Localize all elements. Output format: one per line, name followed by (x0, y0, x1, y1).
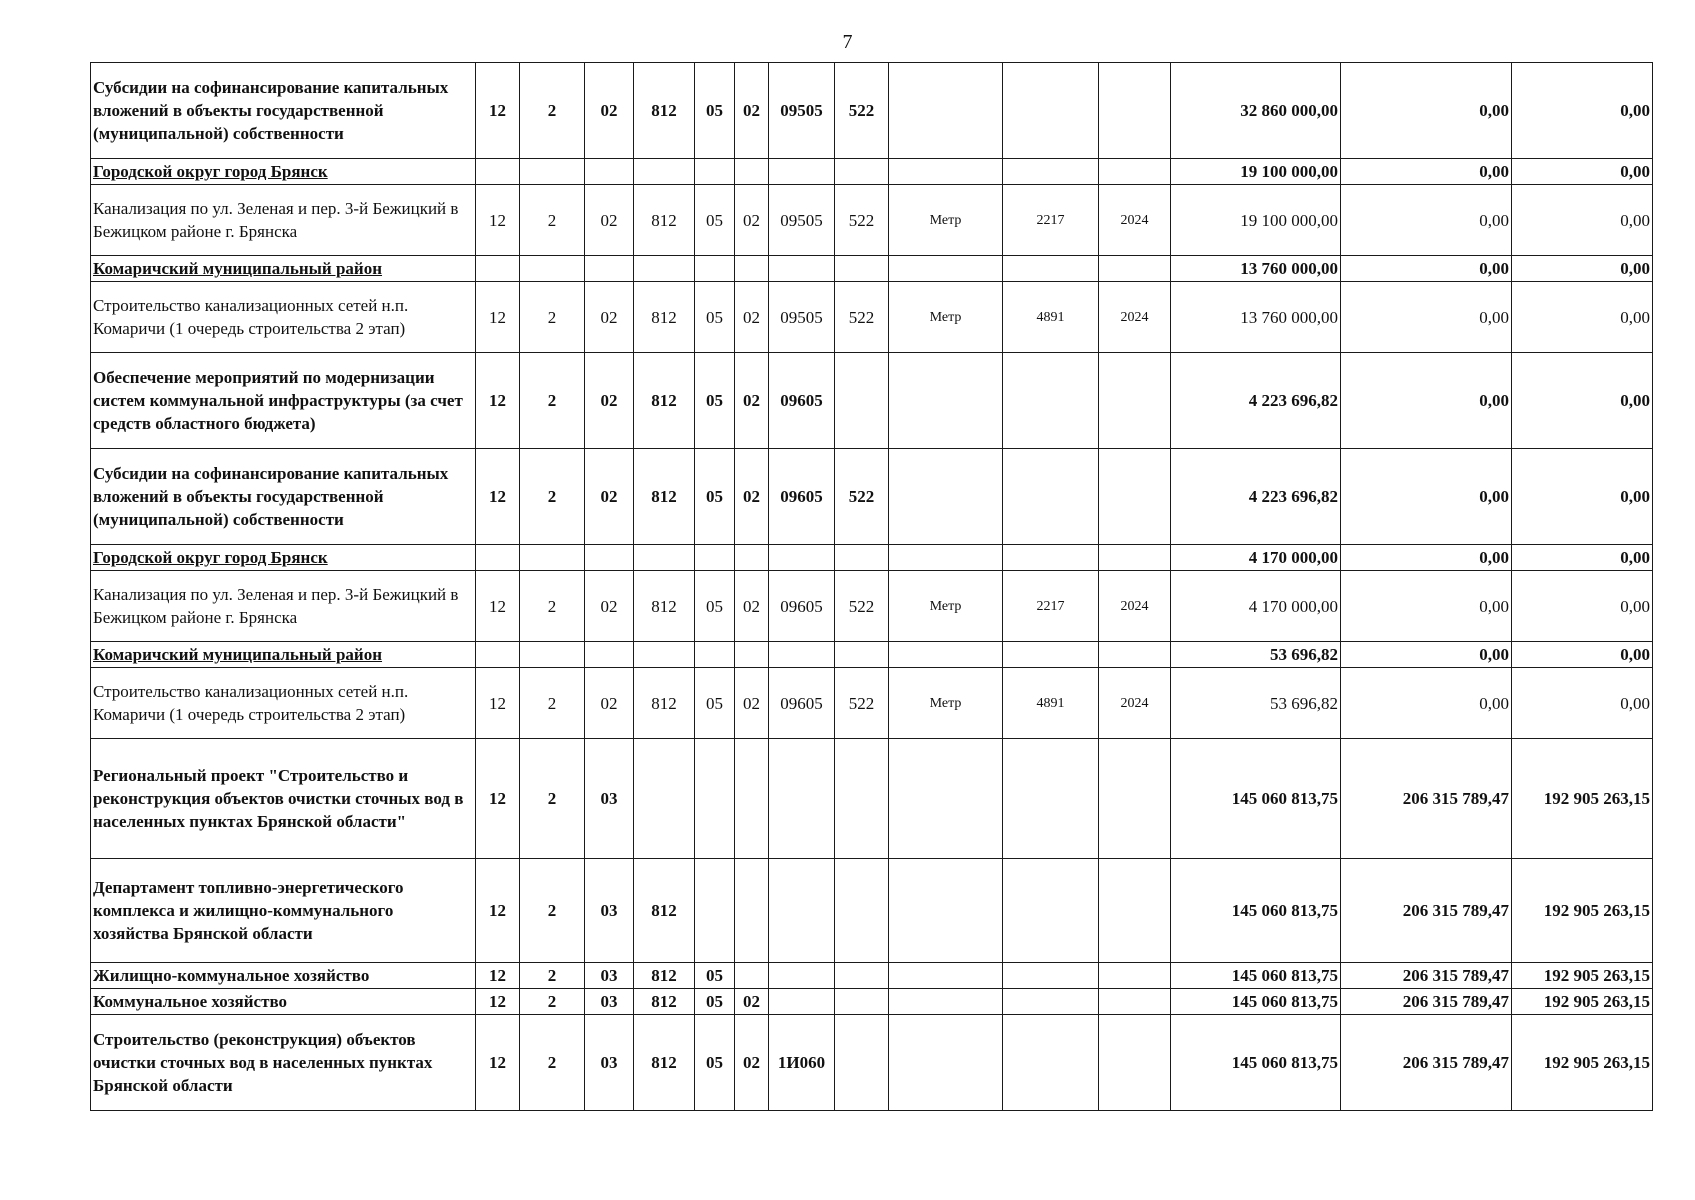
code-direction: 09505 (769, 63, 835, 159)
code-section: 05 (695, 989, 735, 1015)
year-cell (1099, 159, 1171, 185)
code-gr (634, 642, 695, 668)
row-name (91, 545, 476, 571)
row-name-text: Канализация по ул. Зеленая и пер. 3-й Бежицкий в Бежицком районе г. Брянска (93, 585, 459, 627)
code-subsection: 02 (735, 353, 769, 449)
code-program (476, 256, 520, 282)
code-subprogram: 2 (520, 63, 585, 159)
code-expense-type (835, 642, 889, 668)
row-name (91, 571, 476, 642)
table-row (91, 63, 1653, 159)
amount-year-1: 4 170 000,00 (1171, 545, 1341, 571)
code-program: 12 (476, 185, 520, 256)
code-expense-type: 522 (835, 185, 889, 256)
code-subprogram (520, 642, 585, 668)
code-subsection: 02 (735, 282, 769, 353)
code-subsection: 02 (735, 449, 769, 545)
code-direction (769, 642, 835, 668)
code-event (585, 642, 634, 668)
amount-year-3: 0,00 (1512, 571, 1653, 642)
amount-year-3: 192 905 263,15 (1512, 859, 1653, 963)
amount-year-3: 0,00 (1512, 159, 1653, 185)
amount-year-2: 0,00 (1341, 159, 1512, 185)
table-row (91, 739, 1653, 859)
amount-year-2: 206 315 789,47 (1341, 739, 1512, 859)
quantity-cell (1003, 963, 1099, 989)
amount-year-3: 192 905 263,15 (1512, 963, 1653, 989)
amount-year-1: 32 860 000,00 (1171, 63, 1341, 159)
row-name-text: Городской округ город Брянск (93, 548, 328, 567)
table-row (91, 963, 1653, 989)
amount-year-3: 0,00 (1512, 185, 1653, 256)
amount-year-2: 206 315 789,47 (1341, 963, 1512, 989)
code-event: 03 (585, 859, 634, 963)
unit-cell (889, 449, 1003, 545)
code-direction: 09605 (769, 571, 835, 642)
row-name (91, 449, 476, 545)
year-cell (1099, 859, 1171, 963)
code-subprogram: 2 (520, 668, 585, 739)
amount-year-1: 19 100 000,00 (1171, 185, 1341, 256)
year-cell (1099, 1015, 1171, 1111)
unit-cell: Метр (889, 571, 1003, 642)
code-program: 12 (476, 668, 520, 739)
code-subprogram: 2 (520, 353, 585, 449)
code-program: 12 (476, 63, 520, 159)
code-gr: 812 (634, 185, 695, 256)
amount-year-3: 0,00 (1512, 63, 1653, 159)
code-subprogram: 2 (520, 185, 585, 256)
year-cell (1099, 545, 1171, 571)
amount-year-2: 0,00 (1341, 282, 1512, 353)
code-section: 05 (695, 963, 735, 989)
code-program: 12 (476, 859, 520, 963)
code-expense-type (835, 1015, 889, 1111)
amount-year-1: 145 060 813,75 (1171, 1015, 1341, 1111)
page-number: 7 (842, 31, 853, 53)
row-name (91, 963, 476, 989)
code-expense-type (835, 545, 889, 571)
row-name-text: Комаричский муниципальный район (93, 645, 383, 664)
code-gr: 812 (634, 668, 695, 739)
amount-year-2: 0,00 (1341, 63, 1512, 159)
amount-year-3: 0,00 (1512, 642, 1653, 668)
amount-year-1: 145 060 813,75 (1171, 739, 1341, 859)
code-section: 05 (695, 668, 735, 739)
amount-year-2: 0,00 (1341, 449, 1512, 545)
code-expense-type (835, 739, 889, 859)
code-section (695, 545, 735, 571)
table-row (91, 185, 1653, 256)
year-cell: 2024 (1099, 282, 1171, 353)
code-subsection: 02 (735, 63, 769, 159)
code-direction: 1И060 (769, 1015, 835, 1111)
unit-cell (889, 256, 1003, 282)
code-expense-type (835, 159, 889, 185)
code-gr (634, 256, 695, 282)
row-name-text: Региональный проект "Строительство и реконструкция объектов очистки сточных вод в населенных пунктах Брянской области" (93, 766, 464, 831)
code-program: 12 (476, 963, 520, 989)
code-subprogram: 2 (520, 963, 585, 989)
row-name (91, 282, 476, 353)
code-direction (769, 989, 835, 1015)
code-section (695, 256, 735, 282)
amount-year-3: 0,00 (1512, 353, 1653, 449)
code-gr (634, 739, 695, 859)
code-expense-type: 522 (835, 668, 889, 739)
amount-year-2: 206 315 789,47 (1341, 989, 1512, 1015)
row-name (91, 859, 476, 963)
year-cell (1099, 739, 1171, 859)
quantity-cell: 4891 (1003, 668, 1099, 739)
code-expense-type: 522 (835, 571, 889, 642)
amount-year-1: 4 223 696,82 (1171, 353, 1341, 449)
code-subsection: 02 (735, 185, 769, 256)
code-gr: 812 (634, 859, 695, 963)
quantity-cell: 4891 (1003, 282, 1099, 353)
code-expense-type (835, 859, 889, 963)
code-gr (634, 159, 695, 185)
code-event: 03 (585, 963, 634, 989)
row-name-text: Канализация по ул. Зеленая и пер. 3-й Бежицкий в Бежицком районе г. Брянска (93, 199, 459, 241)
code-subprogram (520, 545, 585, 571)
code-direction: 09605 (769, 668, 835, 739)
code-subsection (735, 859, 769, 963)
amount-year-2: 0,00 (1341, 185, 1512, 256)
unit-cell (889, 642, 1003, 668)
quantity-cell: 2217 (1003, 185, 1099, 256)
unit-cell (889, 859, 1003, 963)
code-section: 05 (695, 282, 735, 353)
table-row (91, 159, 1653, 185)
code-direction (769, 545, 835, 571)
row-name (91, 256, 476, 282)
quantity-cell (1003, 739, 1099, 859)
table-row (91, 571, 1653, 642)
code-gr: 812 (634, 449, 695, 545)
code-event (585, 159, 634, 185)
code-event: 02 (585, 282, 634, 353)
code-subprogram (520, 159, 585, 185)
code-subsection (735, 256, 769, 282)
unit-cell: Метр (889, 668, 1003, 739)
code-direction (769, 963, 835, 989)
year-cell (1099, 63, 1171, 159)
year-cell: 2024 (1099, 185, 1171, 256)
code-event: 02 (585, 571, 634, 642)
amount-year-2: 0,00 (1341, 668, 1512, 739)
row-name (91, 668, 476, 739)
amount-year-3: 192 905 263,15 (1512, 739, 1653, 859)
code-subsection (735, 963, 769, 989)
code-subprogram: 2 (520, 859, 585, 963)
code-subsection (735, 642, 769, 668)
row-name-text: Субсидии на софинансирование капитальных вложений в объекты государственной (муниципальной) собственности (93, 464, 449, 529)
row-name-text: Обеспечение мероприятий по модернизации систем коммунальной инфраструктуры (за счет средств областного бюджета) (93, 368, 463, 433)
year-cell (1099, 642, 1171, 668)
amount-year-1: 19 100 000,00 (1171, 159, 1341, 185)
code-event: 02 (585, 63, 634, 159)
table-row (91, 353, 1653, 449)
code-section: 05 (695, 449, 735, 545)
year-cell: 2024 (1099, 571, 1171, 642)
amount-year-3: 192 905 263,15 (1512, 989, 1653, 1015)
code-section (695, 642, 735, 668)
amount-year-3: 0,00 (1512, 256, 1653, 282)
quantity-cell (1003, 545, 1099, 571)
amount-year-3: 0,00 (1512, 449, 1653, 545)
code-gr: 812 (634, 1015, 695, 1111)
code-gr (634, 545, 695, 571)
code-subsection: 02 (735, 1015, 769, 1111)
amount-year-3: 0,00 (1512, 282, 1653, 353)
quantity-cell (1003, 449, 1099, 545)
code-expense-type: 522 (835, 449, 889, 545)
row-name-text: Строительство канализационных сетей н.п. Комаричи (1 очередь строительства 2 этап) (93, 682, 409, 724)
code-subsection: 02 (735, 668, 769, 739)
code-program (476, 159, 520, 185)
table-row (91, 449, 1653, 545)
row-name-text: Коммунальное хозяйство (93, 992, 288, 1011)
amount-year-1: 145 060 813,75 (1171, 989, 1341, 1015)
row-name-text: Департамент топливно-энергетического комплекса и жилищно-коммунального хозяйства Брянской области (93, 878, 404, 943)
code-section (695, 859, 735, 963)
code-event (585, 545, 634, 571)
quantity-cell: 2217 (1003, 571, 1099, 642)
table-row (91, 256, 1653, 282)
code-expense-type (835, 963, 889, 989)
table-row (91, 545, 1653, 571)
code-event: 03 (585, 1015, 634, 1111)
code-subsection: 02 (735, 989, 769, 1015)
amount-year-1: 53 696,82 (1171, 668, 1341, 739)
quantity-cell (1003, 256, 1099, 282)
row-name (91, 739, 476, 859)
code-gr: 812 (634, 963, 695, 989)
table-row (91, 668, 1653, 739)
unit-cell (889, 545, 1003, 571)
amount-year-2: 206 315 789,47 (1341, 859, 1512, 963)
amount-year-2: 0,00 (1341, 545, 1512, 571)
table-row (91, 282, 1653, 353)
year-cell (1099, 449, 1171, 545)
code-subprogram (520, 256, 585, 282)
code-gr: 812 (634, 571, 695, 642)
code-program (476, 642, 520, 668)
code-subprogram: 2 (520, 282, 585, 353)
unit-cell (889, 989, 1003, 1015)
code-event: 02 (585, 449, 634, 545)
code-program: 12 (476, 449, 520, 545)
year-cell (1099, 353, 1171, 449)
code-section (695, 739, 735, 859)
amount-year-1: 4 170 000,00 (1171, 571, 1341, 642)
amount-year-1: 145 060 813,75 (1171, 859, 1341, 963)
code-program: 12 (476, 989, 520, 1015)
code-event: 02 (585, 185, 634, 256)
amount-year-1: 53 696,82 (1171, 642, 1341, 668)
code-section: 05 (695, 63, 735, 159)
code-gr: 812 (634, 353, 695, 449)
code-event (585, 256, 634, 282)
row-name (91, 989, 476, 1015)
row-name-text: Субсидии на софинансирование капитальных вложений в объекты государственной (муниципальной) собственности (93, 78, 449, 143)
amount-year-2: 206 315 789,47 (1341, 1015, 1512, 1111)
amount-year-3: 0,00 (1512, 545, 1653, 571)
year-cell (1099, 989, 1171, 1015)
quantity-cell (1003, 353, 1099, 449)
code-subprogram: 2 (520, 571, 585, 642)
code-section: 05 (695, 353, 735, 449)
code-subprogram: 2 (520, 1015, 585, 1111)
code-subprogram: 2 (520, 449, 585, 545)
quantity-cell (1003, 159, 1099, 185)
code-program: 12 (476, 353, 520, 449)
code-direction (769, 859, 835, 963)
amount-year-1: 13 760 000,00 (1171, 282, 1341, 353)
code-gr: 812 (634, 63, 695, 159)
row-name (91, 353, 476, 449)
row-name (91, 63, 476, 159)
code-subsection (735, 545, 769, 571)
code-program: 12 (476, 571, 520, 642)
table-row (91, 989, 1653, 1015)
amount-year-2: 0,00 (1341, 571, 1512, 642)
code-program: 12 (476, 739, 520, 859)
year-cell (1099, 963, 1171, 989)
code-section (695, 159, 735, 185)
code-expense-type (835, 353, 889, 449)
unit-cell (889, 963, 1003, 989)
row-name-text: Строительство канализационных сетей н.п. Комаричи (1 очередь строительства 2 этап) (93, 296, 409, 338)
code-event: 02 (585, 668, 634, 739)
row-name-text: Строительство (реконструкция) объектов очистки сточных вод в населенных пунктах Брянской области (93, 1030, 433, 1095)
amount-year-2: 0,00 (1341, 642, 1512, 668)
row-name-text: Городской округ город Брянск (93, 162, 328, 181)
code-gr: 812 (634, 282, 695, 353)
amount-year-3: 192 905 263,15 (1512, 1015, 1653, 1111)
row-name-text: Жилищно-коммунальное хозяйство (93, 966, 370, 985)
code-subsection (735, 739, 769, 859)
code-expense-type (835, 256, 889, 282)
code-program: 12 (476, 1015, 520, 1111)
row-name (91, 642, 476, 668)
code-direction (769, 739, 835, 859)
unit-cell (889, 739, 1003, 859)
unit-cell (889, 63, 1003, 159)
unit-cell: Метр (889, 185, 1003, 256)
quantity-cell (1003, 63, 1099, 159)
code-subprogram: 2 (520, 739, 585, 859)
table-body (91, 63, 1653, 1111)
table-row (91, 642, 1653, 668)
amount-year-1: 4 223 696,82 (1171, 449, 1341, 545)
unit-cell (889, 1015, 1003, 1111)
budget-table (90, 62, 1653, 1111)
code-event: 03 (585, 739, 634, 859)
code-direction: 09505 (769, 185, 835, 256)
code-expense-type (835, 989, 889, 1015)
amount-year-2: 0,00 (1341, 353, 1512, 449)
code-event: 02 (585, 353, 634, 449)
code-expense-type: 522 (835, 63, 889, 159)
code-direction: 09505 (769, 282, 835, 353)
code-subsection (735, 159, 769, 185)
code-section: 05 (695, 185, 735, 256)
table-row (91, 859, 1653, 963)
code-expense-type: 522 (835, 282, 889, 353)
amount-year-2: 0,00 (1341, 256, 1512, 282)
code-program (476, 545, 520, 571)
table-row (91, 1015, 1653, 1111)
quantity-cell (1003, 989, 1099, 1015)
code-direction: 09605 (769, 449, 835, 545)
code-subprogram: 2 (520, 989, 585, 1015)
amount-year-1: 13 760 000,00 (1171, 256, 1341, 282)
amount-year-3: 0,00 (1512, 668, 1653, 739)
row-name (91, 185, 476, 256)
row-name (91, 1015, 476, 1111)
year-cell: 2024 (1099, 668, 1171, 739)
quantity-cell (1003, 1015, 1099, 1111)
row-name-text: Комаричский муниципальный район (93, 259, 383, 278)
code-program: 12 (476, 282, 520, 353)
code-event: 03 (585, 989, 634, 1015)
quantity-cell (1003, 642, 1099, 668)
unit-cell: Метр (889, 282, 1003, 353)
code-direction: 09605 (769, 353, 835, 449)
code-section: 05 (695, 571, 735, 642)
row-name (91, 159, 476, 185)
amount-year-1: 145 060 813,75 (1171, 963, 1341, 989)
unit-cell (889, 353, 1003, 449)
year-cell (1099, 256, 1171, 282)
code-subsection: 02 (735, 571, 769, 642)
code-direction (769, 159, 835, 185)
code-direction (769, 256, 835, 282)
quantity-cell (1003, 859, 1099, 963)
code-section: 05 (695, 1015, 735, 1111)
code-gr: 812 (634, 989, 695, 1015)
unit-cell (889, 159, 1003, 185)
